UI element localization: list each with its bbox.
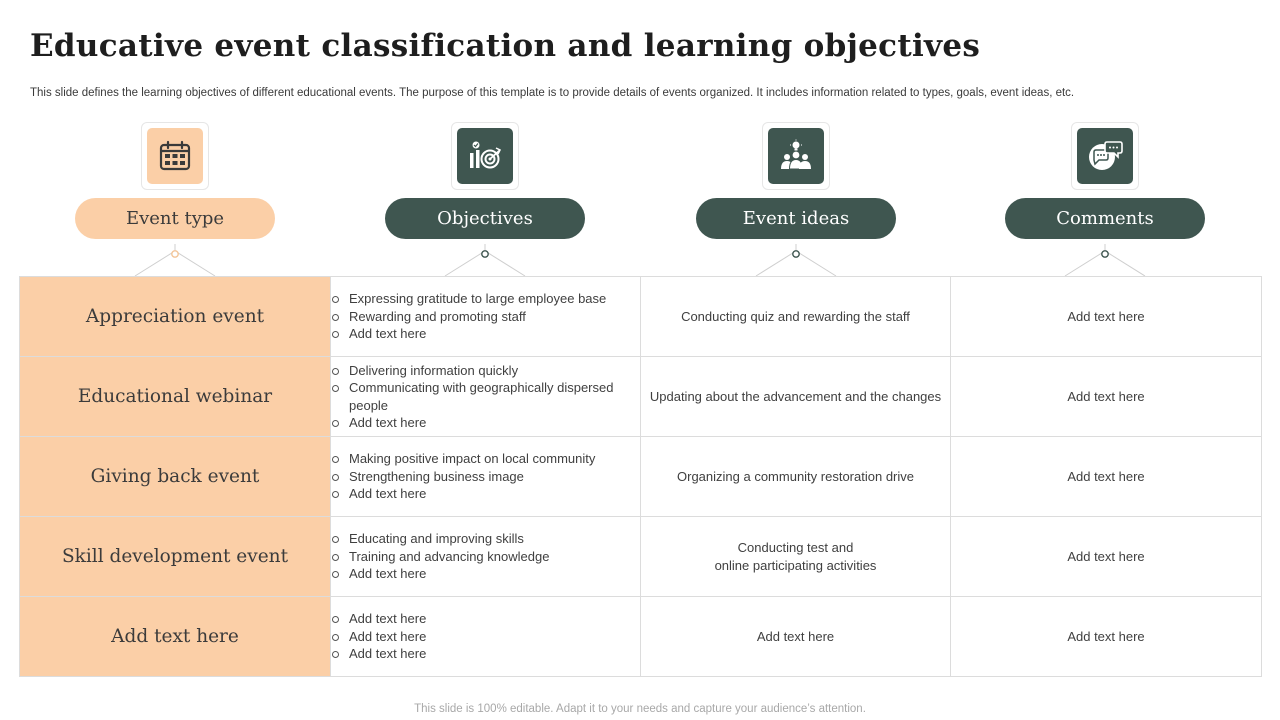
- connector-lines: [75, 239, 275, 277]
- column-header-event-type: [75, 122, 275, 277]
- table-row: [20, 597, 1262, 677]
- page-title: Educative event classification and learning objectives: [30, 28, 981, 64]
- objectives-list: [331, 450, 640, 503]
- objectives-list: [331, 530, 640, 583]
- list-item: Add text here: [331, 485, 640, 503]
- table-row: [20, 517, 1262, 597]
- list-item: Communicating with geographically dispersed people: [331, 379, 640, 414]
- list-item: Expressing gratitude to large employee base: [331, 290, 640, 308]
- header-pill-objectives: Objectives: [385, 198, 585, 239]
- icon-frame: [762, 122, 830, 190]
- event-type-cell: Appreciation event: [20, 277, 331, 357]
- table-row: [20, 357, 1262, 437]
- event-idea-cell: Updating about the advancement and the changes: [641, 357, 951, 437]
- column-header-comments: [1005, 122, 1205, 277]
- header-pill-comments: Comments: [1005, 198, 1205, 239]
- chat-bubbles-icon: [1077, 128, 1133, 184]
- objectives-cell: [331, 437, 641, 517]
- idea-team-icon: [768, 128, 824, 184]
- comment-cell: Add text here: [951, 277, 1262, 357]
- list-item: Strengthening business image: [331, 468, 640, 486]
- comment-cell: Add text here: [951, 517, 1262, 597]
- event-idea-cell: Conducting quiz and rewarding the staff: [641, 277, 951, 357]
- column-header-event-ideas: [696, 122, 896, 277]
- list-item: Add text here: [331, 610, 640, 628]
- target-chart-icon: [457, 128, 513, 184]
- icon-frame: [141, 122, 209, 190]
- list-item: Add text here: [331, 325, 640, 343]
- icon-frame: [1071, 122, 1139, 190]
- event-idea-cell: Add text here: [641, 597, 951, 677]
- icon-frame: [451, 122, 519, 190]
- column-header-objectives: [385, 122, 585, 277]
- objectives-cell: [331, 597, 641, 677]
- list-item: Add text here: [331, 628, 640, 646]
- list-item: Making positive impact on local community: [331, 450, 640, 468]
- list-item: Educating and improving skills: [331, 530, 640, 548]
- event-type-cell: Giving back event: [20, 437, 331, 517]
- page-subtitle: This slide defines the learning objectives of different educational events. The purpose of this template is to provide details of events organized. It includes information related to types, goals, event ideas, etc.: [30, 87, 1075, 99]
- header-pill-event-type: Event type: [75, 198, 275, 239]
- comment-cell: Add text here: [951, 597, 1262, 677]
- comment-cell: Add text here: [951, 437, 1262, 517]
- connector-lines: [385, 239, 585, 277]
- list-item: Add text here: [331, 645, 640, 663]
- table-row: [20, 277, 1262, 357]
- table-row: [20, 437, 1262, 517]
- list-item: Training and advancing knowledge: [331, 548, 640, 566]
- connector-lines: [1005, 239, 1205, 277]
- event-type-cell: Educational webinar: [20, 357, 331, 437]
- footer-note: This slide is 100% editable. Adapt it to your needs and capture your audience’s attention.: [414, 703, 866, 715]
- objectives-cell: [331, 517, 641, 597]
- event-idea-cell: Conducting test and online participating activities: [641, 517, 951, 597]
- objectives-list: [331, 362, 640, 432]
- calendar-icon: [147, 128, 203, 184]
- objectives-table: [19, 276, 1262, 677]
- objectives-cell: [331, 277, 641, 357]
- event-type-cell: Add text here: [20, 597, 331, 677]
- list-item: Add text here: [331, 565, 640, 583]
- objectives-list: [331, 610, 640, 663]
- event-type-cell: Skill development event: [20, 517, 331, 597]
- list-item: Add text here: [331, 414, 640, 432]
- comment-cell: Add text here: [951, 357, 1262, 437]
- objectives-cell: [331, 357, 641, 437]
- header-pill-event-ideas: Event ideas: [696, 198, 896, 239]
- list-item: Delivering information quickly: [331, 362, 640, 380]
- connector-lines: [696, 239, 896, 277]
- event-idea-cell: Organizing a community restoration drive: [641, 437, 951, 517]
- objectives-list: [331, 290, 640, 343]
- list-item: Rewarding and promoting staff: [331, 308, 640, 326]
